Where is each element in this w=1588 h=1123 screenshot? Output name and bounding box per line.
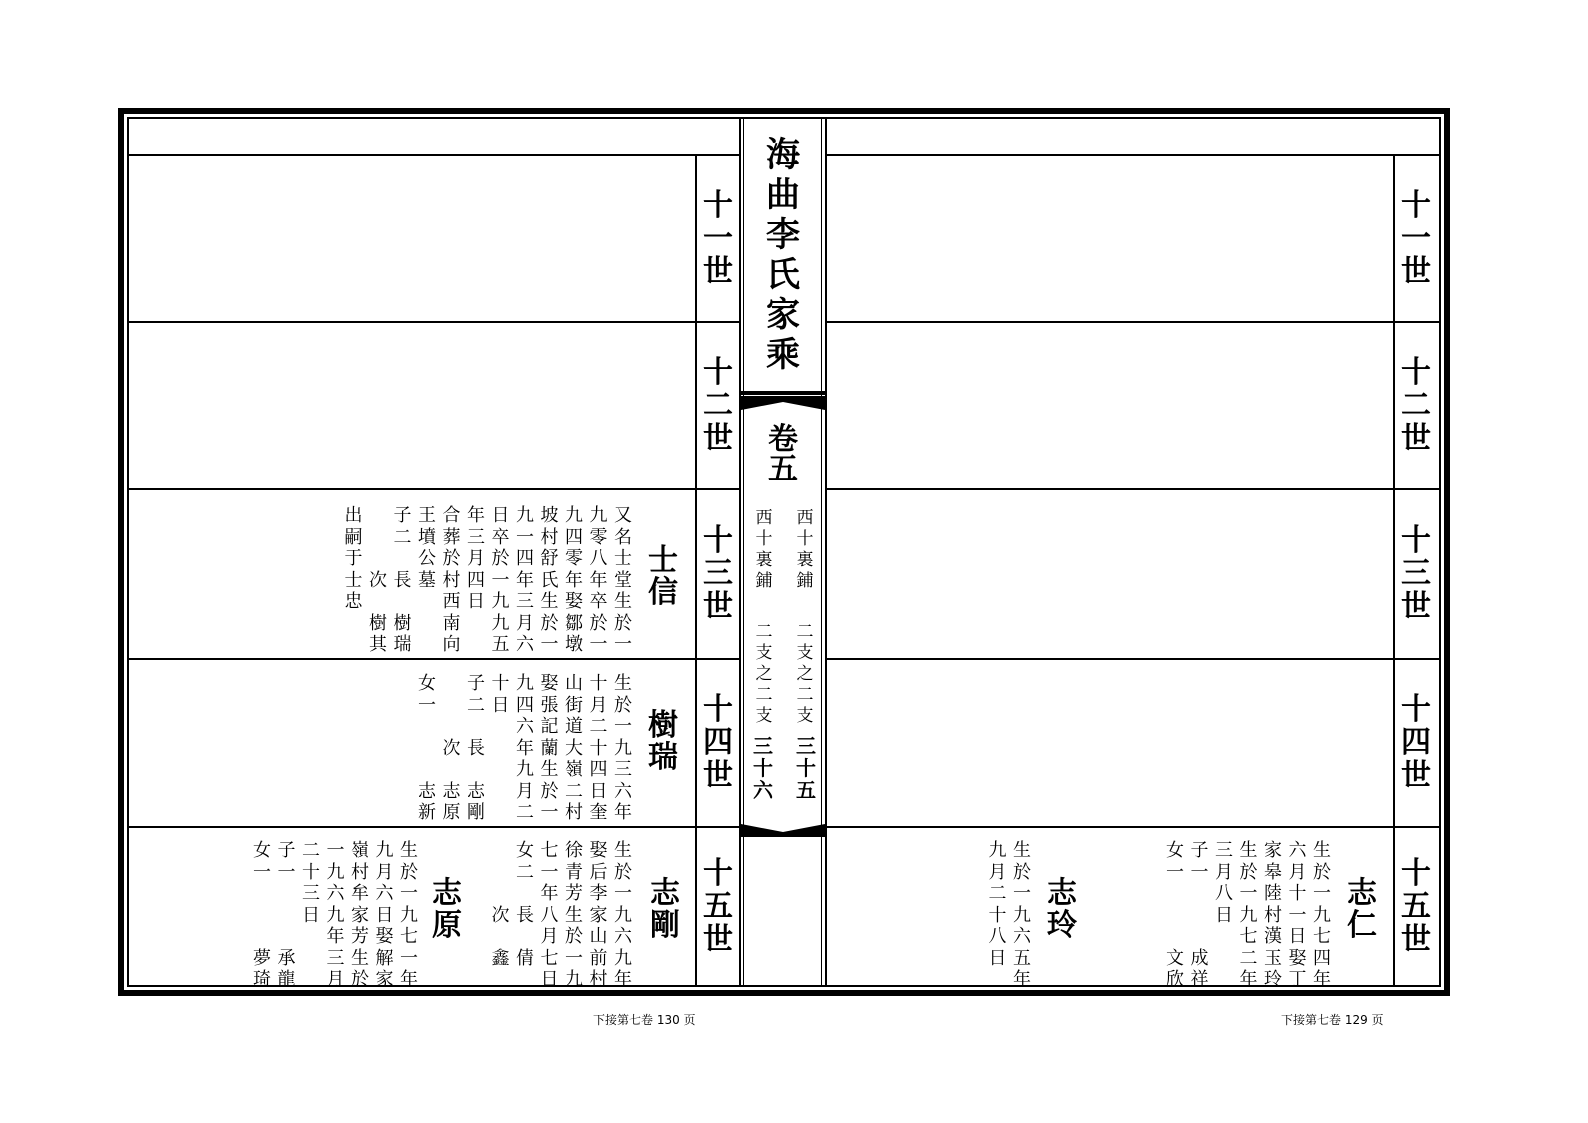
biography-column: 生 於 一 九 七 一 年 <box>400 840 418 990</box>
generation-label-right: 十 四 世 <box>1401 692 1431 793</box>
row-line <box>127 488 739 490</box>
biography-column: 六 月 十 一 日 娶 丁 <box>1288 840 1307 990</box>
biography-column: 九 一 四 年 三 月 六 <box>516 505 534 655</box>
biography-column: 娶 后 李 家 山 前 村 <box>589 840 608 990</box>
biography-column: 又 名 士 堂 生 於 一 <box>614 505 632 655</box>
spine-branch-left: 二 支 之 二 支 <box>796 622 814 726</box>
spine-page-right: 三 十 六 <box>753 734 773 802</box>
biography-column: 女 一 夢 琦 <box>253 840 271 990</box>
generation-label-right: 十 三 世 <box>1401 523 1431 624</box>
person-name: 樹 瑞 <box>648 708 678 775</box>
person-name: 志 原 <box>432 876 462 943</box>
biography-column: 子 一 成 祥 <box>1190 840 1209 990</box>
biography-column: 二 十 三 日 <box>302 840 320 926</box>
row-line <box>826 321 1441 323</box>
biography-column: 三 月 八 日 <box>1215 840 1233 926</box>
biography-column: 出 嗣 于 士 忠 <box>344 505 363 612</box>
generation-label-right: 十 一 世 <box>1401 187 1431 289</box>
biography-column: 生 於 一 九 七 四 年 <box>1313 840 1331 990</box>
person-name: 志 仁 <box>1347 876 1377 943</box>
row-line <box>826 154 1441 156</box>
biography-column: 生 於 一 九 六 九 年 <box>614 840 632 990</box>
footer-left-page-note: 下接第七卷 130 页 <box>593 1013 696 1027</box>
biography-column: 九 月 六 日 娶 解 家 <box>375 840 394 990</box>
biography-column: 生 於 一 九 六 五 年 <box>1013 840 1031 990</box>
spine-band <box>741 391 825 395</box>
biography-column: 子 二 長 樹 瑞 <box>393 505 412 655</box>
spine-branch-right: 二 支 之 二 支 <box>755 622 773 726</box>
row-line <box>826 488 1441 490</box>
biography-column: 九 四 零 年 娶 鄒 墩 <box>565 505 583 655</box>
biography-column: 十 月 二 十 四 日 奎 <box>589 673 608 823</box>
generation-label-right: 十 五 世 <box>1401 856 1431 957</box>
biography-column: 次 鑫 <box>491 904 510 969</box>
biography-column: 九 零 八 年 卒 於 一 <box>589 505 608 655</box>
biography-column: 十 日 <box>491 673 510 716</box>
biography-column: 七 一 年 八 月 七 日 <box>540 840 559 990</box>
biography-column: 次 志 原 <box>442 737 461 823</box>
spine-place-left: 西 十 裏 鋪 <box>796 508 814 591</box>
generation-label-right: 十 二 世 <box>1401 354 1431 456</box>
biography-column: 女 一 志 新 <box>418 673 436 823</box>
row-line <box>826 826 1441 828</box>
generation-label-left: 十 四 世 <box>703 692 733 793</box>
biography-column: 年 三 月 四 日 <box>467 505 485 612</box>
biography-column: 家 皋 陸 村 漢 玉 玲 <box>1264 840 1282 990</box>
spine-right-border <box>825 117 827 987</box>
biography-column: 女 一 文 欣 <box>1166 840 1184 990</box>
row-line <box>127 321 739 323</box>
biography-column: 娶 張 記 蘭 生 於 一 <box>540 673 559 823</box>
biography-column: 徐 青 芳 生 於 一 九 <box>565 840 583 990</box>
generation-label-left: 十 五 世 <box>703 856 733 957</box>
biography-column: 女 二 長 倩 <box>516 840 534 969</box>
row-line <box>127 826 739 828</box>
spine-page-left: 三 十 五 <box>796 734 816 802</box>
biography-column: 日 卒 於 一 九 九 五 <box>491 505 510 655</box>
biography-column: 生 於 一 九 七 二 年 <box>1239 840 1258 990</box>
biography-column: 一 九 六 九 年 三 月 <box>326 840 345 990</box>
biography-column: 九 月 二 十 八 日 <box>988 840 1007 969</box>
spine-place-right: 西 十 裏 鋪 <box>755 508 773 591</box>
generation-label-left: 十 三 世 <box>703 523 733 624</box>
row-line <box>127 154 739 156</box>
biography-column: 合 葬 於 村 西 南 向 <box>442 505 461 655</box>
person-name: 士 信 <box>648 543 678 610</box>
biography-column: 嶺 村 牟 家 芳 生 於 <box>351 840 369 990</box>
row-line <box>826 658 1441 660</box>
biography-column: 九 四 六 年 九 月 二 <box>516 673 534 823</box>
biography-column: 子 二 長 志 剛 <box>467 673 485 823</box>
book-title: 海 曲 李 氏 家 乘 <box>766 135 800 375</box>
biography-column: 生 於 一 九 三 六 年 <box>614 673 632 823</box>
biography-column: 次 樹 其 <box>369 569 387 655</box>
generation-label-left: 十 二 世 <box>703 354 733 456</box>
biography-column: 王 墳 公 墓 <box>418 505 436 591</box>
person-name: 志 剛 <box>650 876 680 943</box>
biography-column: 山 街 道 大 嶺 二 村 <box>565 673 583 823</box>
volume-label: 卷 五 <box>768 422 798 487</box>
footer-right-page-note: 下接第七卷 129 页 <box>1281 1013 1384 1027</box>
biography-column: 坡 村 舒 氏 生 於 一 <box>540 505 559 655</box>
row-line <box>127 658 739 660</box>
biography-column: 子 一 承 龍 <box>277 840 296 990</box>
person-name: 志 玲 <box>1047 876 1077 943</box>
generation-label-left: 十 一 世 <box>703 187 733 289</box>
